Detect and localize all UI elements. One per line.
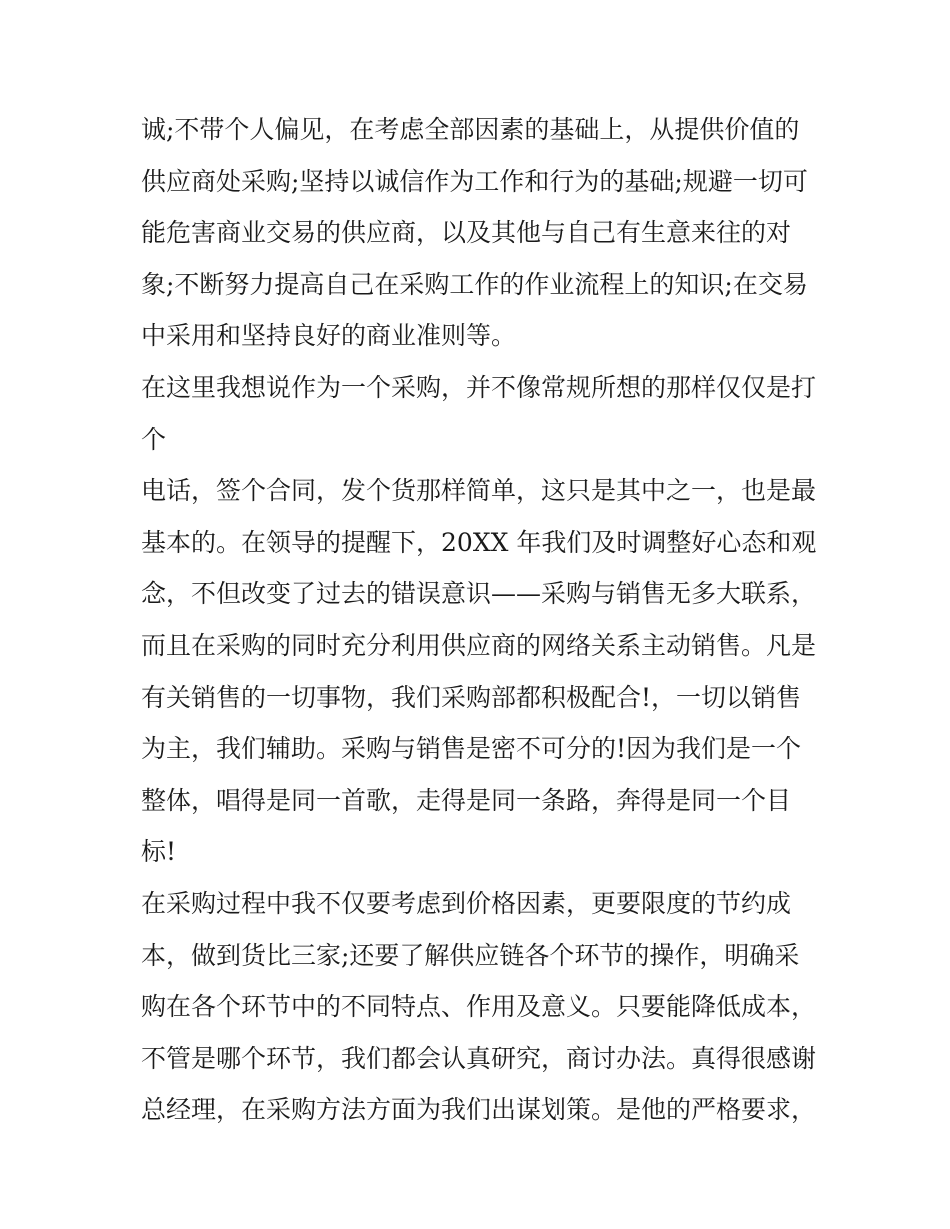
- text-line: 整体，唱得是同一首歌，走得是同一条路，奔得是同一个目: [141, 785, 792, 815]
- text-line: 中采用和坚持良好的商业准则等。: [141, 321, 517, 351]
- text-line: 有关销售的一切事物，我们采购部都积极配合!，一切以销售: [141, 682, 802, 712]
- text-line: 念，不但改变了过去的错误意识——采购与销售无多大联系，: [141, 579, 817, 609]
- text-line: 为主，我们辅助。采购与销售是密不可分的!因为我们是一个: [141, 734, 802, 764]
- text-line: 基本的。在领导的提醒下，20XX 年我们及时调整好心态和观: [141, 527, 817, 557]
- text-line: 本，做到货比三家;还要了解供应链各个环节的操作，明确采: [141, 940, 800, 970]
- text-line: 象;不断努力提高自己在采购工作的作业流程上的知识;在交易: [141, 269, 808, 299]
- text-line: 总经理，在采购方法方面为我们出谋划策。是他的严格要求，: [141, 1095, 817, 1125]
- text-line: 标!: [141, 837, 177, 867]
- text-line: 能危害商业交易的供应商，以及其他与自己有生意来往的对: [141, 218, 792, 248]
- text-line: 供应商处采购;坚持以诚信作为工作和行为的基础;规避一切可: [141, 166, 808, 196]
- text-line: 个: [141, 424, 167, 454]
- text-line: 不管是哪个环节，我们都会认真研究，商讨办法。真得很感谢: [141, 1043, 817, 1073]
- text-line: 电话，签个合同，发个货那样简单，这只是其中之一，也是最: [141, 476, 817, 506]
- document-body: [141, 104, 821, 1136]
- text-line: 诚;不带个人偏见，在考虑全部因素的基础上，从提供价值的: [141, 115, 800, 144]
- text-line: 而且在采购的同时充分利用供应商的网络关系主动销售。凡是: [141, 630, 817, 660]
- text-line: 购在各个环节中的不同特点、作用及意义。只要能降低成本，: [141, 992, 817, 1022]
- text-line: 在这里我想说作为一个采购，并不像常规所想的那样仅仅是打: [141, 372, 817, 402]
- text-line: 在采购过程中我不仅要考虑到价格因素，更要限度的节约成: [141, 888, 792, 918]
